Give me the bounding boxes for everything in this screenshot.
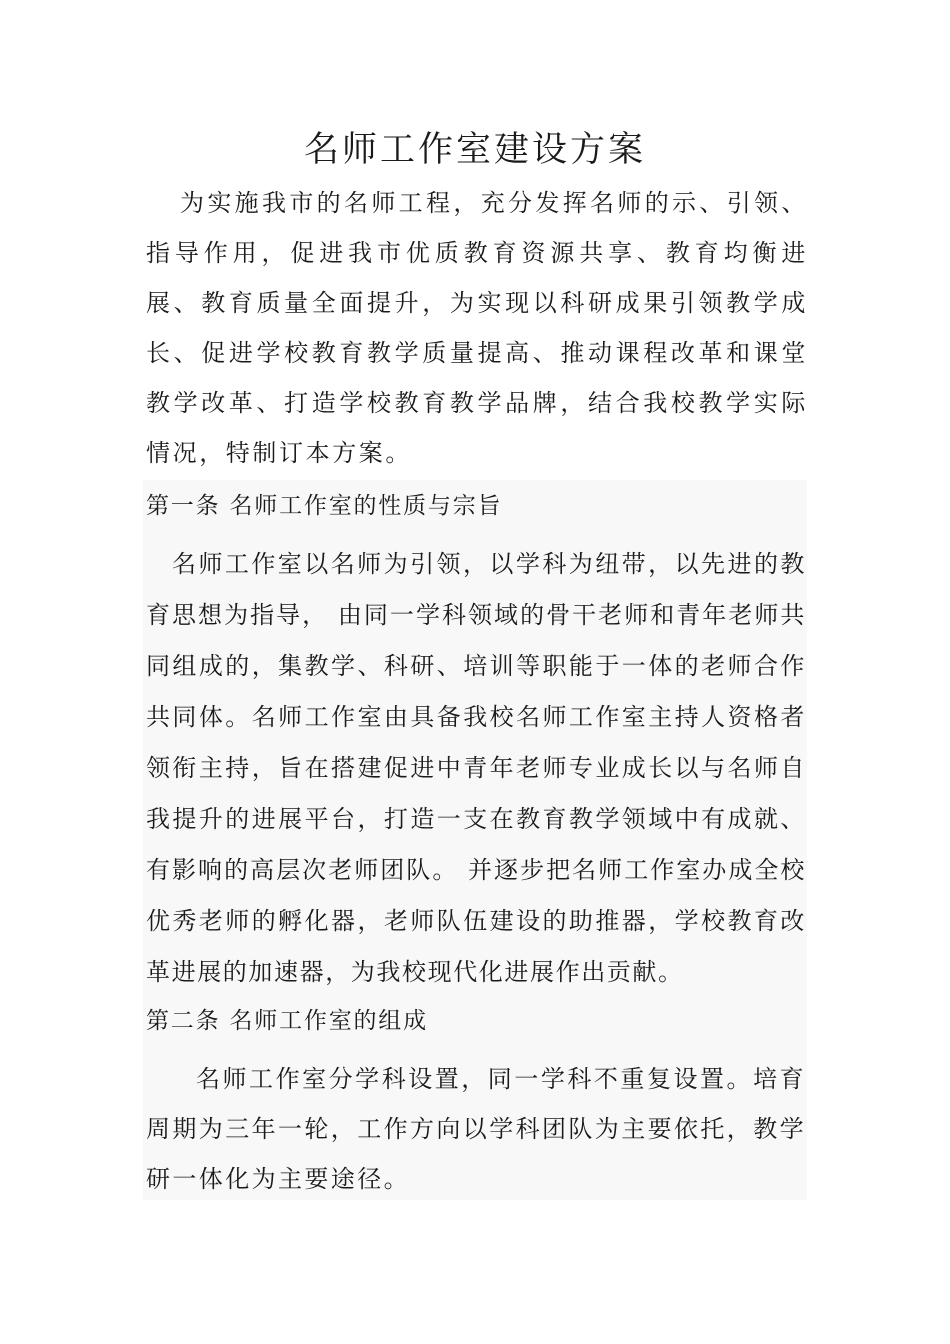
section-body-2: 名师工作室分学科设置，同一学科不重复设置。培育周期为三年一轮，工作方向以学科团队为主要依托，教学研一体化为主要途径。 xyxy=(146,1065,806,1193)
section-heading-1: 第一条 名师工作室的性质与宗旨 xyxy=(146,493,503,519)
section-heading-2: 第二条 名师工作室的组成 xyxy=(146,1008,428,1034)
intro-paragraph: 为实施我市的名师工程，充分发挥名师的示、引领、指导作用，促进我市优质教育资源共享、教育均衡进展、教育质量全面提升，为实现以科研成果引领教学成长、促进学校教育教学质量提高、推动课程改革和课堂教学改革、打造学校教育教学品牌，结合我校教学实际情况，特制订本方案。 xyxy=(146,189,808,467)
section-body-1: 名师工作室以名师为引领，以学科为纽带，以先进的教育思想为指导， 由同一学科领域的骨干老师和青年老师共同组成的，集教学、科研、培训等职能于一体的老师合作共同体。名师工作室由具备我校名师工作室主持人资格者领衔主持，旨在搭建促进中青年老师专业成长以与名师自我提升的进展平台，打造一支在教育教学领域中有成就、有影响的高层次老师团队。 并逐步把名师工作室办成全校优秀老师的孵化器，老师队伍建设的助推器，学校教育改革进展的加速器，为我校现代化进展作出贡献。 xyxy=(146,550,806,986)
document-title: 名师工作室建设方案 xyxy=(303,130,646,170)
